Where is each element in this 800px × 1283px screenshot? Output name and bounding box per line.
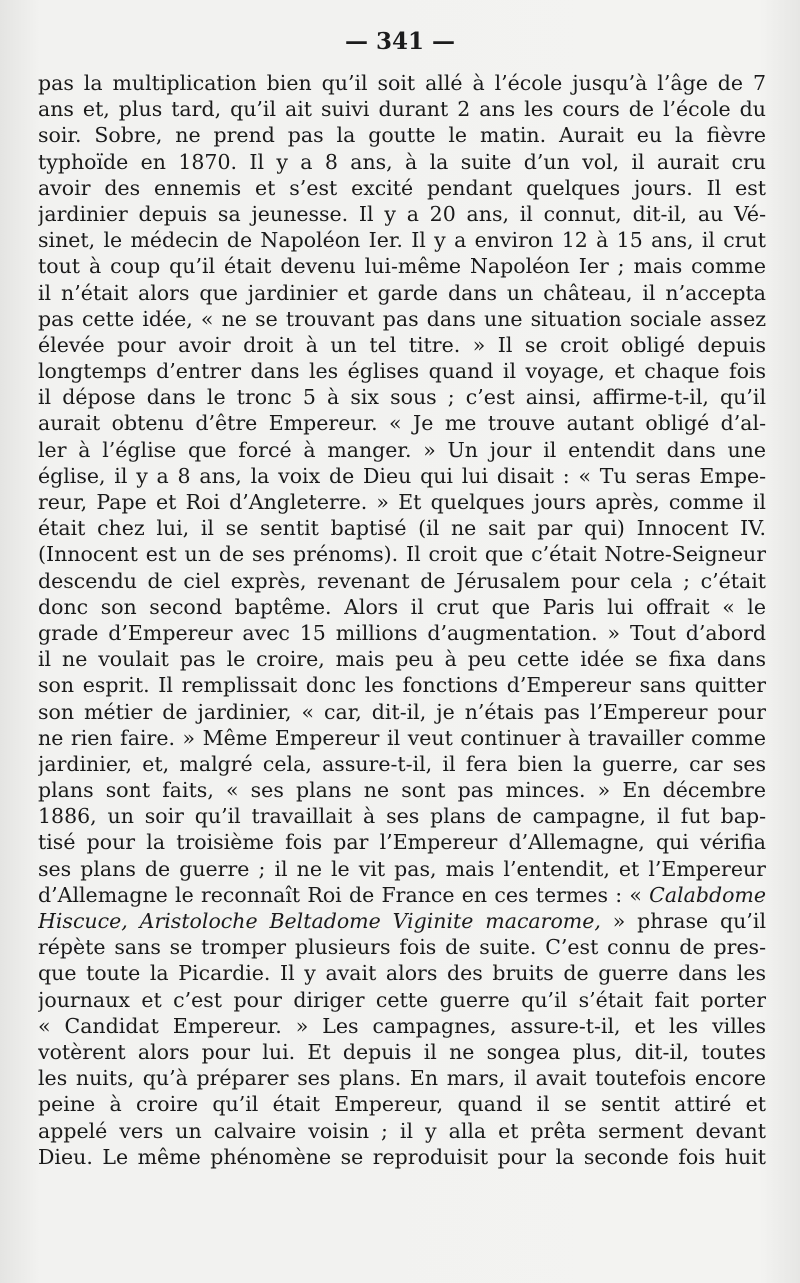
text-segment: plans sont faits, « ses plans ne sont pas minces. » En décembre (38, 778, 766, 803)
text-line (38, 541, 766, 567)
text-line (38, 70, 766, 96)
text-segment: pas cette idée, « ne se trouvant pas dans une situation sociale assez (38, 306, 766, 331)
text-line (38, 960, 766, 986)
text-segment: son métier de jardinier, « car, dit-il, je n’étais pas l’Empereur pour (38, 699, 766, 724)
text-segment: 1886, un soir qu’il travaillait à ses plans de campagne, il fut bap- (38, 804, 766, 829)
text-segment: peine à croire qu’il était Empereur, quand il se sentit attiré et (38, 1092, 766, 1117)
text-line (38, 175, 766, 201)
text-line (38, 280, 766, 306)
text-line (38, 332, 766, 358)
text-segment: il ne voulait pas le croire, mais peu à peu cette idée se fixa dans (38, 647, 766, 672)
text-line (38, 803, 766, 829)
text-line (38, 253, 766, 279)
text-segment: pas la multiplication bien qu’il soit allé à l’école jusqu’à l’âge de 7 (38, 71, 766, 95)
text-line (38, 122, 766, 148)
text-segment: ler à l’église que forcé à manger. » Un jour il entendit dans une (38, 437, 766, 462)
text-line (38, 594, 766, 620)
text-line (38, 1065, 766, 1091)
text-segment: « Candidat Empereur. » Les campagnes, assure-t-il, et les villes (38, 1013, 766, 1038)
text-line (38, 829, 766, 855)
text-segment: jardinier, et, malgré cela, assure-t-il, il fera bien la guerre, car ses (38, 751, 766, 776)
text-segment: longtemps d’entrer dans les églises quand il voyage, et chaque fois (38, 359, 766, 384)
text-segment: » phrase qu’il (600, 909, 766, 933)
text-line (38, 384, 766, 410)
text-line (38, 515, 766, 541)
text-line (38, 672, 766, 698)
text-line (38, 934, 766, 960)
text-segment: il dépose dans le tronc 5 à six sous ; c’est ainsi, affirme-t-il, qu’il (38, 385, 766, 410)
text-segment: ses plans de guerre ; il ne le vit pas, mais l’entendit, et l’Empereur (38, 856, 766, 881)
text-segment: jardinier depuis sa jeunesse. Il y a 20 ans, il connut, dit-il, au Vé- (38, 201, 766, 226)
italic-text: Hiscuce, Aristoloche Beltadome Viginite macarome, (38, 909, 601, 933)
text-segment: donc son second baptême. Alors il crut que Paris lui offrait « le (38, 594, 766, 619)
text-line (38, 568, 766, 594)
text-line (38, 646, 766, 672)
text-segment: élevée pour avoir droit à un tel titre. » Il se croit obligé depuis (38, 332, 766, 357)
text-segment: les nuits, qu’à préparer ses plans. En mars, il avait toutefois encore (38, 1066, 766, 1091)
text-line (38, 777, 766, 803)
text-line (38, 1039, 766, 1065)
text-segment: votèrent alors pour lui. Et depuis il ne songea plus, dit-il, toutes (38, 1039, 766, 1064)
text-line (38, 908, 766, 934)
text-segment: (Innocent est un de ses prénoms). Il croit que c’était Notre-Seigneur (38, 542, 766, 567)
text-segment: il n’était alors que jardinier et garde dans un château, il n’accepta (38, 280, 766, 305)
text-line (38, 699, 766, 725)
text-segment: son esprit. Il remplissait donc les fonctions d’Empereur sans quitter (38, 673, 766, 698)
text-line (38, 358, 766, 384)
text-segment: avoir des ennemis et s’est excité pendant quelques jours. Il est (38, 175, 766, 200)
text-segment: que toute la Picardie. Il y avait alors des bruits de guerre dans les (38, 961, 766, 986)
text-line (38, 489, 766, 515)
text-line (38, 306, 766, 332)
text-line (38, 751, 766, 777)
text-line (38, 149, 766, 175)
text-line (38, 725, 766, 751)
text-line (38, 987, 766, 1013)
text-segment: appelé vers un calvaire voisin ; il y alla et prêta serment devant (38, 1118, 766, 1143)
text-line (38, 463, 766, 489)
text-line (38, 1091, 766, 1117)
text-segment: répète sans se tromper plusieurs fois de suite. C’est connu de pres- (38, 935, 766, 960)
text-segment: ans et, plus tard, qu’il ait suivi durant 2 ans les cours de l’école du (38, 97, 766, 122)
text-segment: était chez lui, il se sentit baptisé (il ne sait par qui) Innocent IV. (38, 516, 766, 541)
text-segment: sinet, le médecin de Napoléon Ier. Il y a environ 12 à 15 ans, il crut (38, 228, 766, 253)
text-line (38, 1144, 766, 1170)
text-segment: d’Allemagne le reconnaît Roi de France en ces termes : « (38, 882, 650, 907)
text-segment: ne rien faire. » Même Empereur il veut continuer à travailler comme (38, 725, 766, 750)
italic-text: Calabdome (649, 882, 766, 907)
text-segment: descendu de ciel exprès, revenant de Jérusalem pour cela ; c’était (38, 568, 766, 593)
text-line (38, 96, 766, 122)
text-line (38, 882, 766, 908)
text-line (38, 410, 766, 436)
text-line (38, 437, 766, 463)
text-line (38, 1118, 766, 1144)
text-segment: grade d’Empereur avec 15 millions d’augmentation. » Tout d’abord (38, 620, 766, 645)
page-number: — 341 — (344, 28, 456, 55)
text-segment: journaux et c’est pour diriger cette guerre qu’il s’était fait porter (38, 987, 766, 1012)
text-segment: aurait obtenu d’être Empereur. « Je me trouve autant obligé d’al- (38, 411, 766, 436)
text-segment: tisé pour la troisième fois par l’Empereur d’Allemagne, qui vérifia (38, 830, 766, 855)
text-line (38, 227, 766, 253)
text-line (38, 856, 766, 882)
text-segment: église, il y a 8 ans, la voix de Dieu qui lui disait : « Tu seras Empe- (38, 463, 766, 488)
text-segment: Dieu. Le même phénomène se reproduisit pour la seconde fois huit (38, 1144, 766, 1169)
text-line (38, 201, 766, 227)
text-segment: typhoïde en 1870. Il y a 8 ans, à la suite d’un vol, il aurait cru (38, 149, 766, 174)
text-segment: tout à coup qu’il était devenu lui-même Napoléon Ier ; mais comme (38, 254, 766, 279)
text-segment: soir. Sobre, ne prend pas la goutte le matin. Aurait eu la fièvre (38, 123, 766, 148)
text-line (38, 1013, 766, 1039)
text-line (38, 620, 766, 646)
text-segment: reur, Pape et Roi d’Angleterre. » Et quelques jours après, comme il (38, 490, 766, 514)
body-text (38, 70, 766, 1170)
